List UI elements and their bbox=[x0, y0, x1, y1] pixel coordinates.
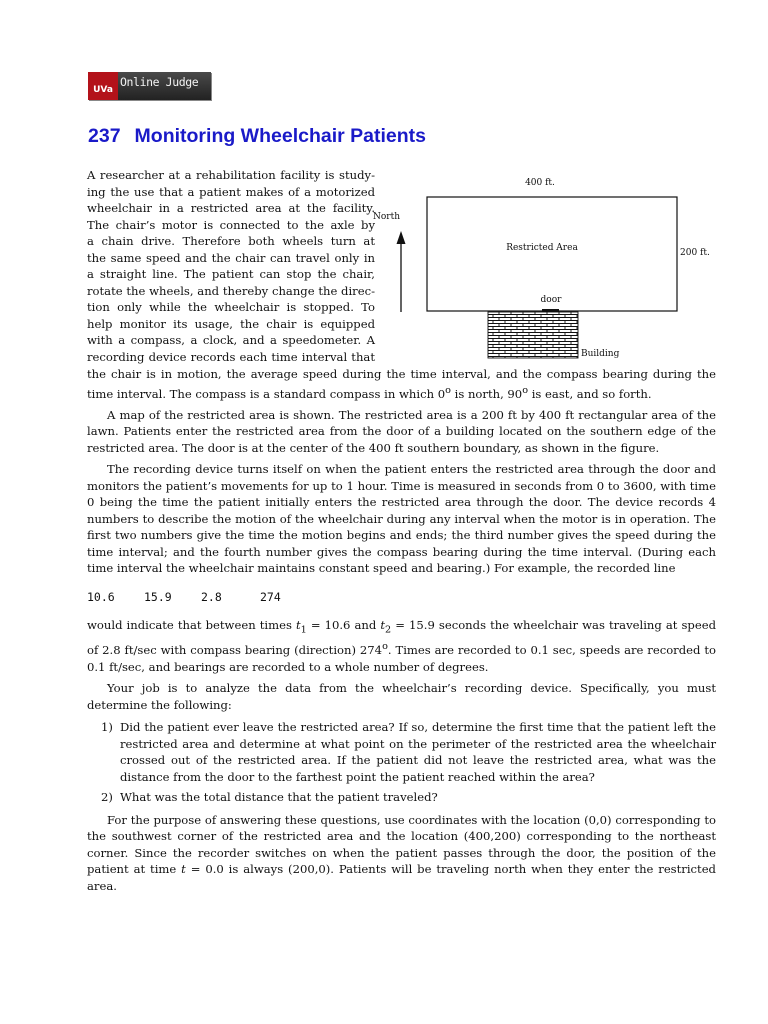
height-label: 200 ft. bbox=[680, 248, 710, 258]
intro-line: the same speed and the chair can travel only in bbox=[87, 250, 375, 265]
north-label: North bbox=[373, 212, 401, 222]
north-arrow-icon bbox=[397, 231, 406, 312]
restricted-area-label: Restricted Area bbox=[506, 243, 578, 253]
width-label: 400 ft. bbox=[525, 178, 555, 188]
intro-line: a straight line. The patient can stop the chair, bbox=[87, 267, 375, 281]
list-item: 1) Did the patient ever leave the restricted area? If so, determine the first time that the patient left the restricted area and determine at what point on the perimeter of the restricted area the wheelchair crossed out of the restricted area. If the patient did not leave the restricted area, what was the distance from the door to the farthest point the patient reached within the area? bbox=[101, 720, 716, 784]
intro-line: with a compass, a clock, and a speedometer. A bbox=[87, 333, 375, 347]
example-recorded-line: 10.6 15.9 2.8 274 bbox=[87, 589, 281, 604]
paragraph-map: A map of the restricted area is shown. The restricted area is a 200 ft by 400 ft rectangular area of the lawn. Patients enter the restricted area from the door of a building located on the southern edge of the restricted area. The door is at the center of the 400 ft southern boundary, as shown in the figure. bbox=[87, 407, 716, 455]
building-shape bbox=[488, 312, 578, 358]
intro-line: wheelchair in a restricted area at the facility. bbox=[87, 201, 375, 215]
door-label: door bbox=[540, 295, 562, 305]
intro-paragraph bbox=[87, 167, 375, 365]
intro-line: ing the use that a patient makes of a motorized bbox=[87, 184, 375, 199]
intro-line: rotate the wheels, and thereby change the direc- bbox=[87, 283, 375, 298]
paragraph-compass: the chair is in motion, the average speed during the time interval, and the compass bearing during the time interval. The compass is a standard compass in which 0$^o$ is north, 90$^o$ is east, and so forth. bbox=[87, 367, 716, 401]
building-label: Building bbox=[581, 349, 620, 359]
question-list bbox=[87, 719, 716, 806]
page-title bbox=[88, 125, 426, 148]
intro-line: A researcher at a rehabilitation facility is study- bbox=[87, 168, 375, 182]
problem-number: 237 bbox=[88, 125, 121, 147]
restricted-area-rect bbox=[427, 197, 677, 311]
intro-line: The chair’s motor is connected to the axle by bbox=[87, 217, 375, 232]
problem-title: Monitoring Wheelchair Patients bbox=[134, 125, 426, 147]
logo-badge: UVa bbox=[88, 72, 118, 100]
list-item: 2) What was the total distance that the patient traveled? bbox=[101, 790, 438, 805]
paragraph-example-explanation: would indicate that between times $t_1 = 10.6$ and $t_2 = 15.9$ seconds the wheelchair was traveling at speed of 2.8 ft/sec with compass bearing (direction) 274$^o$. Times are recorded to 0.1 sec, speeds are recorded to 0.1 ft/sec, and bearings are recorded to a whole number of degrees. bbox=[87, 618, 716, 674]
logo-name: Online Judge bbox=[118, 72, 211, 100]
intro-line: recording device records each time interval that bbox=[87, 349, 375, 364]
paragraph-coordinates: For the purpose of answering these questions, use coordinates with the location (0,0) corresponding to the southwest corner of the restricted area and the location (400,200) corresponding to the northeast corner. Since the recorder switches on when the patient passes through the door, the position of the patient at time t = 0.0 is always (200,0). Patients will be traveling north when they enter the restricted area. bbox=[87, 812, 716, 893]
intro-line: tion only while the wheelchair is stopped. To bbox=[87, 300, 375, 314]
paragraph-task: Your job is to analyze the data from the wheelchair’s recording device. Specifically, you must determine the following: bbox=[87, 681, 716, 712]
paragraph-recording-device: The recording device turns itself on when the patient enters the restricted area through the door and monitors the patient’s movements for up to 1 hour. Time is measured in seconds from 0 to 3600, with time 0 being the time the patient initially enters the restricted area through the door. The device records 4 numbers to describe the motion of the wheelchair during any interval when the motor is in operation. The first two numbers give the time the motion begins and ends; the third number gives the speed during the time interval; and the fourth number gives the compass bearing during the time interval. (During each time interval the wheelchair maintains constant speed and bearing.) For example, the recorded line bbox=[87, 462, 716, 576]
restricted-area-map bbox=[370, 170, 720, 365]
uva-online-judge-logo bbox=[88, 72, 211, 100]
intro-line: help monitor its usage, the chair is equipped bbox=[87, 316, 375, 331]
problem-body bbox=[87, 366, 716, 899]
intro-line: a chain drive. Therefore both wheels turn at bbox=[87, 234, 375, 248]
